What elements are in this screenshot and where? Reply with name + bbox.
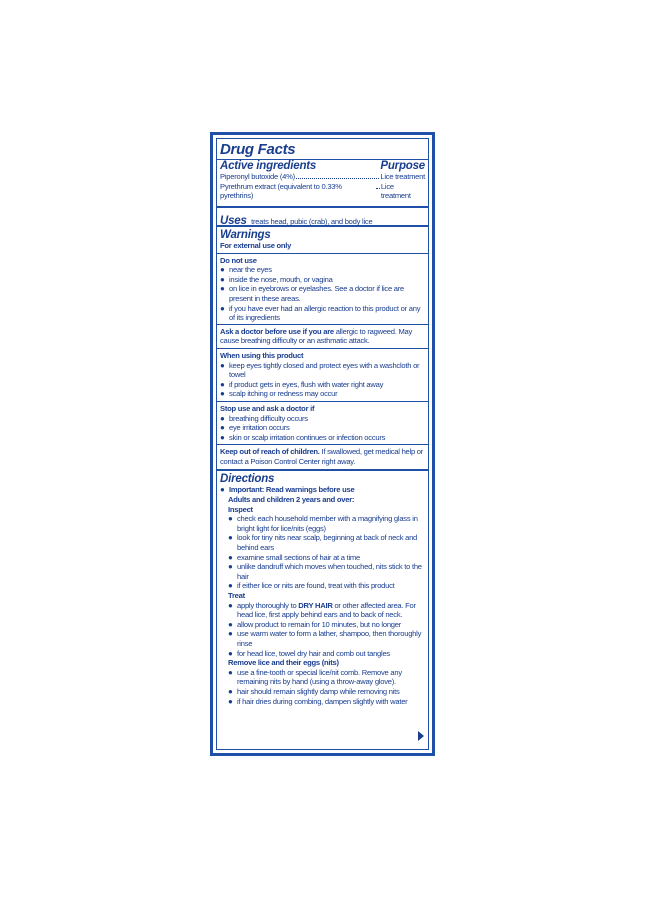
bullet-icon: ● bbox=[220, 274, 225, 284]
bullet-icon: ● bbox=[228, 667, 233, 677]
ingredient-row bbox=[220, 182, 425, 201]
bullet-icon: ● bbox=[228, 686, 233, 696]
warnings-header bbox=[217, 227, 428, 254]
bullet-icon: ● bbox=[228, 696, 233, 706]
dry-hair-emphasis: DRY HAIR bbox=[298, 600, 333, 610]
drug-facts-title: Drug Facts bbox=[220, 141, 296, 158]
keep-out-section bbox=[217, 445, 428, 471]
bullet-icon: ● bbox=[228, 629, 233, 639]
directions-section bbox=[217, 471, 428, 706]
list-item: ● allow product to remain for 10 minutes, but no longer bbox=[228, 619, 402, 629]
treat-label: Treat bbox=[228, 591, 245, 600]
bullet-icon: ● bbox=[220, 303, 225, 313]
bullet-icon: ● bbox=[220, 360, 225, 370]
bullet-icon: ● bbox=[220, 413, 225, 423]
bullet-icon: ● bbox=[220, 485, 225, 495]
ask-doctor-text: allergic to ragweed. May cause breathing difficulty or an asthmatic attack. bbox=[220, 326, 413, 346]
list-item: ● scalp itching or redness may occur bbox=[220, 389, 338, 399]
list-item: ● hair should remain slightly damp while removing nits bbox=[228, 686, 400, 696]
do-not-use-label: Do not use bbox=[220, 255, 257, 265]
list-item: ● examine small sections of hair at a time bbox=[228, 552, 360, 562]
adults-label: Adults and children 2 years and over: bbox=[228, 495, 355, 505]
list-item: ● eye irritation occurs bbox=[220, 423, 290, 433]
list-item: ● Important: Read warnings before use bbox=[220, 485, 355, 495]
uses-text: treats head, pubic (crab), and body lice bbox=[251, 217, 373, 226]
bullet-icon: ● bbox=[220, 265, 225, 275]
leader-dots bbox=[296, 178, 380, 179]
bullet-icon: ● bbox=[228, 514, 233, 524]
ingredient-name: Piperonyl butoxide (4%) bbox=[220, 172, 295, 181]
bullet-icon: ● bbox=[220, 423, 225, 433]
bullet-icon: ● bbox=[220, 432, 225, 442]
list-item: ● if hair dries during combing, dampen slightly with water bbox=[228, 696, 408, 706]
keep-out-text: If swallowed, get medical help or contact a Poison Control Center right away. bbox=[220, 447, 424, 466]
drug-facts-inner bbox=[216, 138, 429, 750]
bullet-icon: ● bbox=[220, 389, 225, 399]
bullet-icon: ● bbox=[220, 284, 225, 294]
list-item: ● unlike dandruff which moves when touched, nits stick to the hair bbox=[228, 562, 422, 581]
remove-label: Remove lice and their eggs (nits) bbox=[228, 658, 339, 668]
warnings-heading: Warnings bbox=[220, 229, 271, 241]
ask-doctor-label: Ask a doctor before use if you are bbox=[220, 326, 334, 336]
purpose-heading: Purpose bbox=[380, 160, 425, 172]
list-item: ● check each household member with a magnifying glass in bright light for lice/nits (eggs) bbox=[228, 514, 418, 533]
bullet-icon: ● bbox=[228, 619, 233, 629]
ingredient-row bbox=[220, 172, 425, 182]
leader-dots bbox=[376, 188, 380, 189]
list-item: ● on lice in eyebrows or eyelashes. See a doctor if lice are present in these areas. bbox=[220, 284, 405, 303]
list-item: ● if product gets in eyes, flush with water right away bbox=[220, 379, 384, 389]
external-use-text: For external use only bbox=[220, 241, 292, 250]
list-item: ● look for tiny nits near scalp, beginning at back of neck and behind ears bbox=[228, 533, 418, 553]
stop-use-section bbox=[217, 402, 428, 445]
keep-out-label: Keep out of reach of children. bbox=[220, 447, 320, 457]
arrow-right-icon bbox=[418, 731, 424, 743]
list-item: ● keep eyes tightly closed and protect eyes with a washcloth or towel bbox=[220, 360, 420, 380]
ask-doctor-section bbox=[217, 325, 428, 349]
list-item: ● breathing difficulty occurs bbox=[220, 413, 308, 423]
uses-heading: Uses bbox=[220, 215, 247, 227]
ingredient-purpose: Lice treatment bbox=[380, 181, 411, 201]
list-item: ● for head lice, towel dry hair and comb out tangles bbox=[228, 648, 390, 658]
when-using-label: When using this product bbox=[220, 350, 304, 360]
stop-use-label: Stop use and ask a doctor if bbox=[220, 403, 315, 413]
bullet-icon: ● bbox=[228, 600, 233, 610]
directions-heading: Directions bbox=[220, 473, 275, 486]
active-ingredients-heading: Active ingredients bbox=[220, 160, 317, 172]
list-item: ● skin or scalp irritation continues or infection occurs bbox=[220, 432, 386, 442]
list-item: ● apply thoroughly to DRY HAIR or other affected area. For head lice, first apply behind ears and to back of neck. bbox=[228, 600, 416, 620]
ingredient-name: Pyrethrum extract (equivalent to 0.33% pyrethrins) bbox=[220, 181, 342, 201]
list-item: ● use warm water to form a lather, shampoo, then thoroughly rinse bbox=[228, 629, 422, 648]
do-not-use-section bbox=[217, 254, 428, 325]
inspect-label: Inspect bbox=[228, 504, 253, 514]
bullet-icon: ● bbox=[228, 648, 233, 658]
bullet-icon: ● bbox=[228, 533, 233, 543]
list-item: ● if either lice or nits are found, treat with this product bbox=[228, 581, 395, 591]
bullet-icon: ● bbox=[228, 552, 233, 562]
drug-facts-panel bbox=[210, 132, 435, 756]
when-using-section bbox=[217, 349, 428, 402]
list-item: ● near the eyes bbox=[220, 265, 272, 275]
list-item: ● inside the nose, mouth, or vagina bbox=[220, 274, 333, 284]
ingredient-purpose: Lice treatment bbox=[380, 172, 425, 181]
bullet-icon: ● bbox=[228, 581, 233, 591]
active-ingredients-section bbox=[217, 141, 428, 208]
uses-section bbox=[217, 208, 428, 227]
list-item: ● use a fine-tooth or special lice/nit comb. Remove any remaining nits by hand (using a throw-away glove). bbox=[228, 667, 402, 687]
list-item: ● if you have ever had an allergic reaction to this product or any of its ingredients bbox=[220, 303, 421, 323]
bullet-icon: ● bbox=[220, 379, 225, 389]
bullet-icon: ● bbox=[228, 562, 233, 572]
